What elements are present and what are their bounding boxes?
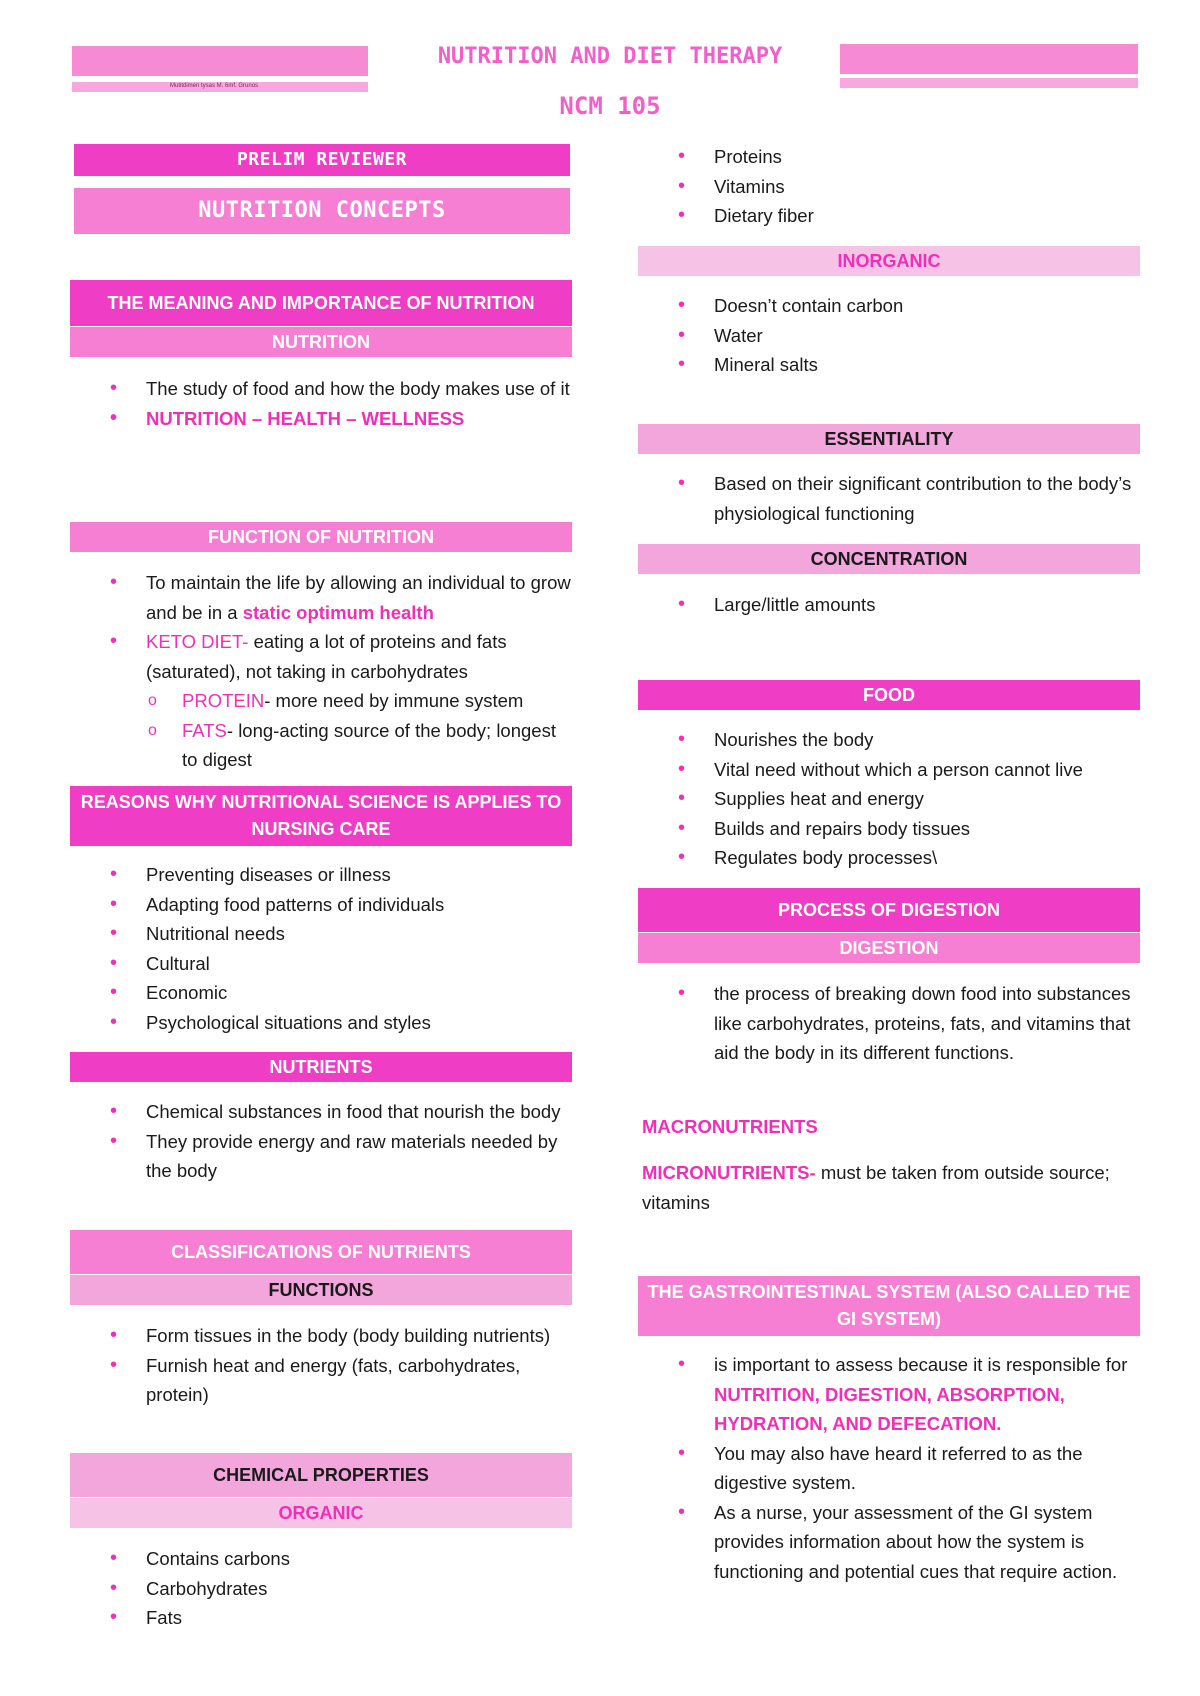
protein-label: PROTEIN xyxy=(182,690,265,711)
functions-list xyxy=(70,1321,572,1410)
keto-text: eating a lot of proteins and fats (saturated), not taking in carbohydrates xyxy=(146,631,507,682)
list-item: • Economic xyxy=(70,978,572,1008)
list-item xyxy=(70,568,572,627)
essentiality-list xyxy=(638,469,1140,528)
micronutrients-text: must be taken from outside source; vitamins xyxy=(642,1162,1110,1213)
list-item: • Cultural xyxy=(70,949,572,979)
micronutrients-paragraph xyxy=(642,1158,1124,1217)
function-list xyxy=(70,568,572,775)
macronutrients-label: MACRONUTRIENTS xyxy=(642,1116,818,1137)
organic-continued-list xyxy=(638,142,1140,231)
list-item: • Fats xyxy=(70,1603,572,1633)
nutrition-concepts-banner: NUTRITION CONCEPTS xyxy=(74,188,570,234)
list-item: • the process of breaking down food into substances like carbohydrates, proteins, fats, and vitamins that aid the body in its different functions. xyxy=(638,979,1140,1068)
essentiality-header: ESSENTIALITY xyxy=(638,424,1140,454)
digestion-list xyxy=(638,979,1140,1068)
list-item: • You may also have heard it referred to as the digestive system. xyxy=(638,1439,1140,1498)
function-header: FUNCTION OF NUTRITION xyxy=(70,522,572,552)
nutrients-header: NUTRIENTS xyxy=(70,1052,572,1082)
list-item: • Preventing diseases or illness xyxy=(70,860,572,890)
list-item: • Carbohydrates xyxy=(70,1574,572,1604)
list-item xyxy=(70,716,572,775)
functions-header: FUNCTIONS xyxy=(70,1275,572,1305)
gi-text: is important to assess because it is responsible for xyxy=(714,1354,1128,1375)
concentration-header: CONCENTRATION xyxy=(638,544,1140,574)
food-list xyxy=(638,725,1140,873)
gi-system-list xyxy=(638,1350,1140,1586)
organic-list xyxy=(70,1544,572,1633)
list-item: • Builds and repairs body tissues xyxy=(638,814,1140,844)
gi-highlight: NUTRITION, DIGESTION, ABSORPTION, HYDRATION, AND DEFECATION. xyxy=(714,1383,1065,1434)
static-optimum-health: static optimum health xyxy=(242,601,434,623)
digestion-header: DIGESTION xyxy=(638,933,1140,963)
organic-header: ORGANIC xyxy=(70,1498,572,1528)
function-text: To maintain the life by allowing an individual to grow and be in a xyxy=(146,572,571,623)
list-item: • Chemical substances in food that nourish the body xyxy=(70,1097,572,1127)
list-item xyxy=(70,627,572,686)
micronutrients-label: MICRONUTRIENTS- xyxy=(642,1162,816,1183)
list-item: • Furnish heat and energy (fats, carbohydrates, protein) xyxy=(70,1351,572,1410)
gi-system-header: THE GASTROINTESTINAL SYSTEM (ALSO CALLED THE GI SYSTEM) xyxy=(638,1276,1140,1336)
list-item: • NUTRITION – HEALTH – WELLNESS xyxy=(70,404,572,434)
list-item: • Doesn’t contain carbon xyxy=(638,291,1140,321)
header-bar-right-thin xyxy=(840,78,1138,88)
chemical-properties-header: CHEMICAL PROPERTIES xyxy=(70,1453,572,1497)
meaning-header: THE MEANING AND IMPORTANCE OF NUTRITION xyxy=(70,280,572,326)
list-item: • Proteins xyxy=(638,142,1140,172)
reasons-header: REASONS WHY NUTRITIONAL SCIENCE IS APPLIES TO NURSING CARE xyxy=(70,786,572,846)
list-item: • Vitamins xyxy=(638,172,1140,202)
list-item: • Adapting food patterns of individuals xyxy=(70,890,572,920)
list-item: • Psychological situations and styles xyxy=(70,1008,572,1038)
fats-label: FATS xyxy=(182,719,227,741)
list-item: • Vital need without which a person cannot live xyxy=(638,755,1140,785)
inorganic-header: INORGANIC xyxy=(638,246,1140,276)
list-item: • Regulates body processes\ xyxy=(638,843,1140,873)
author-tag: Mutitdimen tysas M. 6mf. Grunos xyxy=(170,83,259,89)
process-of-digestion-header: PROCESS OF DIGESTION xyxy=(638,888,1140,932)
food-header: FOOD xyxy=(638,680,1140,710)
header-bar-left xyxy=(72,46,368,76)
list-item: • Supplies heat and energy xyxy=(638,784,1140,814)
nutrition-header: NUTRITION xyxy=(70,327,572,357)
list-item xyxy=(70,686,572,716)
list-item: • Dietary fiber xyxy=(638,201,1140,231)
prelim-reviewer-banner: PRELIM REVIEWER xyxy=(74,144,570,176)
inorganic-list xyxy=(638,291,1140,380)
classifications-header: CLASSIFICATIONS OF NUTRIENTS xyxy=(70,1230,572,1274)
reasons-list xyxy=(70,860,572,1037)
list-item: • Nutritional needs xyxy=(70,919,572,949)
list-item: • The study of food and how the body makes use of it xyxy=(70,374,572,404)
protein-text: - more need by immune system xyxy=(264,690,524,711)
document-title: NUTRITION AND DIET THERAPY xyxy=(437,44,783,69)
list-item: • Nourishes the body xyxy=(638,725,1140,755)
course-code: NCM 105 xyxy=(559,92,661,120)
list-item: • As a nurse, your assessment of the GI system provides information about how the system is functioning and potential cues that require action. xyxy=(638,1498,1140,1587)
fats-text: - long-acting source of the body; longest to digest xyxy=(182,719,556,770)
list-item: • Large/little amounts xyxy=(638,590,1140,620)
list-item: • Water xyxy=(638,321,1140,351)
concentration-list xyxy=(638,590,1140,620)
list-item: • Based on their significant contribution to the body’s physiological functioning xyxy=(638,469,1140,528)
keto-label: KETO DIET- xyxy=(146,631,249,652)
list-item: • Form tissues in the body (body building nutrients) xyxy=(70,1321,572,1351)
nutrition-list xyxy=(70,374,572,433)
nutrients-list xyxy=(70,1097,572,1186)
list-item xyxy=(638,1350,1140,1439)
header-bar-right xyxy=(840,44,1138,74)
list-item: • Mineral salts xyxy=(638,350,1140,380)
list-item: • They provide energy and raw materials needed by the body xyxy=(70,1127,572,1186)
list-item: • Contains carbons xyxy=(70,1544,572,1574)
